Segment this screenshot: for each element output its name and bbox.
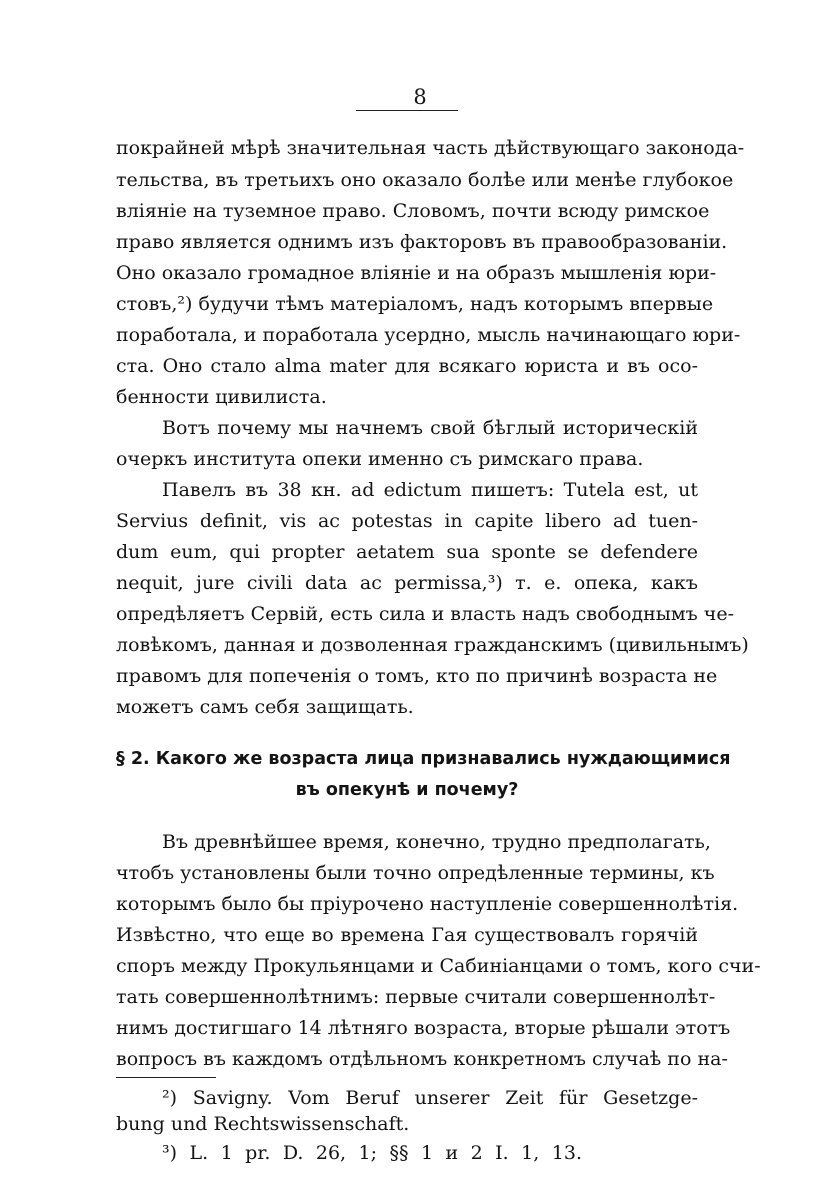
- section-heading: § 2. Какого же возраста лица признавались нуждающимися: [116, 749, 731, 769]
- text-line: очеркъ института опеки именно съ римскаго права.: [116, 448, 644, 470]
- text-line: dum eum, qui propter aetatem sua sponte se defendere: [116, 541, 698, 563]
- text-line: тельства, въ третьихъ оно оказало болѣе или менѣе глубокое: [116, 169, 734, 191]
- text-line: опредѣляетъ Сервій, есть сила и власть надъ свободнымъ че-: [116, 603, 735, 625]
- text-line: Оно оказало громадное вліяніе и на образъ мышленія юри-: [116, 262, 717, 284]
- text-line: которымъ было бы пріурочено наступленіе совершеннолѣтія.: [116, 893, 739, 915]
- text-line: можетъ самъ себя защищать.: [116, 696, 414, 718]
- footnote-rule: [116, 1077, 216, 1078]
- text-line: покрайней мѣрѣ значительная часть дѣйствующаго законода-: [116, 137, 745, 159]
- section-heading: въ опекунѣ и почему?: [295, 780, 519, 800]
- text-line: поработала, и поработала усердно, мысль начинающаго юри-: [116, 324, 741, 346]
- footnote-3: ³) L. 1 pr. D. 26, 1; §§ 1 и 2 I. 1, 13.: [162, 1142, 582, 1164]
- text-line: стовъ,²) будучи тѣмъ матеріаломъ, надъ которымъ впервые: [116, 293, 714, 315]
- text-line: тать совершеннолѣтнимъ: первые считали совершеннолѣт-: [116, 986, 716, 1008]
- text-line: Извѣстно, что еще во времена Гая существовалъ горячій: [116, 924, 698, 946]
- text-line: nequit, jure civili data ac permissa,³) т. е. опека, какъ: [116, 572, 698, 594]
- text-line: правомъ для попеченія о томъ, кто по причинѣ возраста не: [116, 665, 718, 687]
- text-line: Вотъ почему мы начнемъ свой бѣглый историческій: [162, 417, 698, 439]
- text-line: Павелъ въ 38 кн. ad edictum пишетъ: Tutela est, ut: [162, 479, 698, 501]
- text-line: ста. Оно стало alma mater для всякаго юриста и въ осо-: [116, 355, 698, 377]
- page-number-rule: [356, 110, 458, 111]
- text-line: вопросъ въ каждомъ отдѣльномъ конкретномъ случаѣ по на-: [116, 1048, 728, 1070]
- page-number: 8: [413, 85, 427, 109]
- text-line: ловѣкомъ, данная и дозволенная гражданскимъ (цивильнымъ): [116, 634, 749, 656]
- text-line: бенности цивилиста.: [116, 386, 327, 408]
- text-line: нимъ достигшаго 14 лѣтняго возраста, вторые рѣшали этотъ: [116, 1017, 731, 1039]
- footnote-2: ²) Savigny. Vom Beruf unserer Zeit für Gesetzge-: [162, 1087, 698, 1109]
- text-line: право является однимъ изъ факторовъ въ правообразованіи.: [116, 231, 728, 253]
- text-line: Servius definit, vis ac potestas in capite libero ad tuen-: [116, 510, 698, 532]
- text-line: споръ между Прокульянцами и Сабиніанцами о томъ, кого счи-: [116, 955, 761, 977]
- footnote-2-cont: bung und Rechtswissenschaft.: [116, 1113, 410, 1135]
- text-line: чтобъ установлены были точно опредѣленные термины, къ: [116, 862, 715, 884]
- text-line: Въ древнѣйшее время, конечно, трудно предполагать,: [162, 831, 711, 853]
- text-line: вліяніе на туземное право. Словомъ, почти всюду римское: [116, 200, 710, 222]
